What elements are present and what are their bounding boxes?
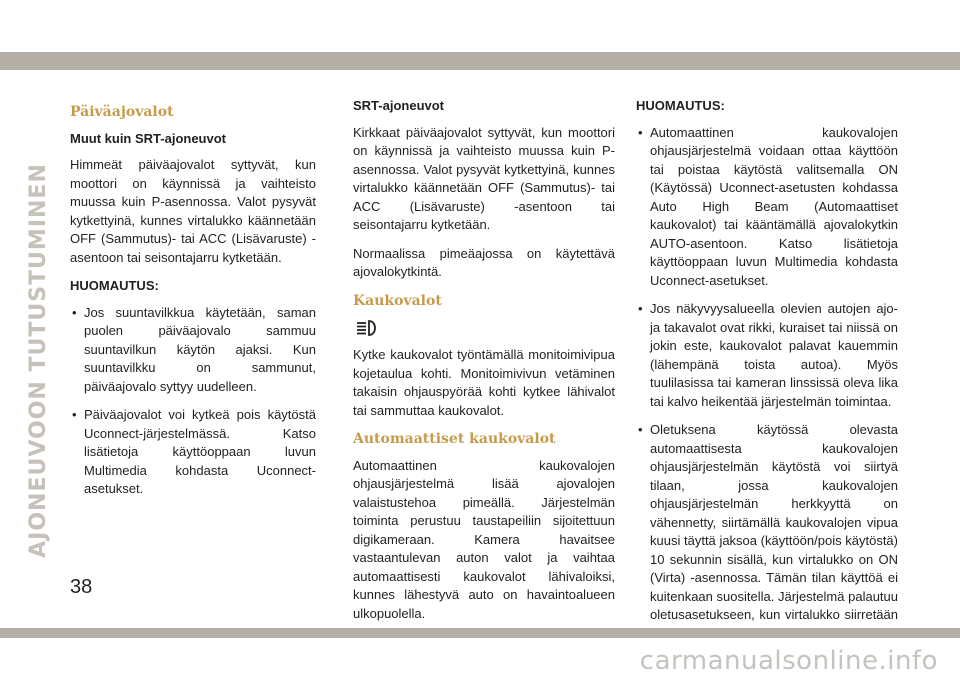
subheading-srt: SRT-ajoneuvot [353, 98, 445, 113]
paragraph: Kytke kaukovalot työntämällä monitoimivipua kojetaulua kohti. Monitoimivivun vetäminen takaisin ohjauspyörää kohti kytkee lähivalot tai sammuttaa kaukovalot. [353, 347, 615, 418]
paragraph: Kirkkaat päiväajovalot syttyvät, kun moottori on käynnissä ja vaihteisto muussa kuin P-asennossa. Valot pysyvät kytkettyinä, kunnes virtalukko käännetään OFF (Sammutus)- tai ACC (Lisävaruste) -asentoon tai seisontajarru kytketään. [353, 124, 615, 232]
watermark: carmanualsonline.info [639, 646, 938, 676]
list-item: • Jos suuntavilkkua käytetään, saman puolen päiväajovalo sammuu suuntavilkun käytön ajaksi. Kun suuntavilkku on sammunut, päiväajovalo syttyy uudelleen. [70, 304, 316, 397]
column-1 [70, 97, 316, 509]
section-side-tab [18, 100, 58, 620]
header-band [0, 52, 960, 70]
column-3 [636, 97, 898, 653]
paragraph: Normaalissa pimeäajossa on käytettävä ajovalokytkintä. [353, 245, 615, 279]
high-beam-icon [355, 318, 381, 338]
section-heading-daytime-lights: Päiväajovalot [70, 104, 174, 120]
note-list [70, 304, 316, 499]
list-item: • Päiväajovalot voi kytkeä pois käytöstä Uconnect-järjestelmässä. Katso lisätietoja käyttöoppaan luvun Multimedia kohdasta Uconnect-asetukset. [70, 406, 316, 499]
top-margin [0, 0, 960, 52]
paragraph: Himmeät päiväajovalot syttyvät, kun moottori on käynnissä ja vaihteisto muussa kuin P-asennossa. Valot pysyvät kytkettyinä, kunnes virtalukko käännetään OFF (Sammutus)- tai ACC (Lisävaruste) -asentoon tai seisontajarru kytketään. [70, 157, 316, 265]
note-list [636, 124, 898, 644]
section-heading-auto-high-beams: Automaattiset kaukovalot [353, 431, 556, 447]
note-label: HUOMAUTUS: [636, 98, 725, 113]
footer-band [0, 628, 960, 638]
subheading-non-srt: Muut kuin SRT-ajoneuvot [70, 130, 226, 146]
section-heading-high-beams: Kaukovalot [353, 292, 442, 309]
list-item: • Oletuksena käytössä olevasta automaattisesta kaukovalojen ohjausjärjestelmän käytöstä voi siirtyä tilaan, jossa kaukovalojen ohjausjärjestelmän herkkyyttä on vähennetty, siirtämällä kaukovalojen vipua kuusi täyttä jaksoa (käyttöön/pois käytöstä) 10 sekunnin sisällä, kun virtalukko on ON (Virta) -asennossa. Tämän tilan käyttöä ei kuitenkaan suositella. Järjestelmä palautuu oletusasetukseen, kun virtalukko siirretään [636, 421, 898, 643]
paragraph: Automaattinen kaukovalojen ohjausjärjestelmä lisää ajovalojen valaistustehoa pimeällä. Järjestelmän toiminta perustuu taustapeiliin sijoitettuun digikameraan. Kamera havaitsee vastaantulevan auton valot ja vaihtaa automaattisesti kaukovalot lähivaloiksi, kunnes lähestyvä auto on havaintoalueen ulkopuolella. [353, 457, 615, 621]
list-item: • Automaattinen kaukovalojen ohjausjärjestelmä voidaan ottaa käyttöön tai poistaa käytöstä valitsemalla ON (Käytössä) Uconnect-asetusten kohdassa Auto High Beam (Automaattiset kaukovalot) tai kääntämällä ajovalokytkin AUTO-asentoon. Katso lisätietoja käyttöoppaan luvun Multimedia kohdasta Uconnect-asetukset. [636, 124, 898, 291]
note-label: HUOMAUTUS: [70, 278, 159, 293]
column-2 [353, 97, 615, 633]
page-number: 38 [70, 576, 93, 598]
list-item: • Jos näkyvyysalueella olevien autojen ajo- ja takavalot ovat rikki, kuraiset tai niissä on jokin este, kaukovalot palavat kauemmin (lähempänä toista autoa). Myös tuulilasissa tai kameran linssissä oleva lika tai kalvo heikentää järjestelmän toimintaa. [636, 300, 898, 411]
section-title: AJONEUVOON TUTUSTUMINEN [25, 162, 51, 558]
